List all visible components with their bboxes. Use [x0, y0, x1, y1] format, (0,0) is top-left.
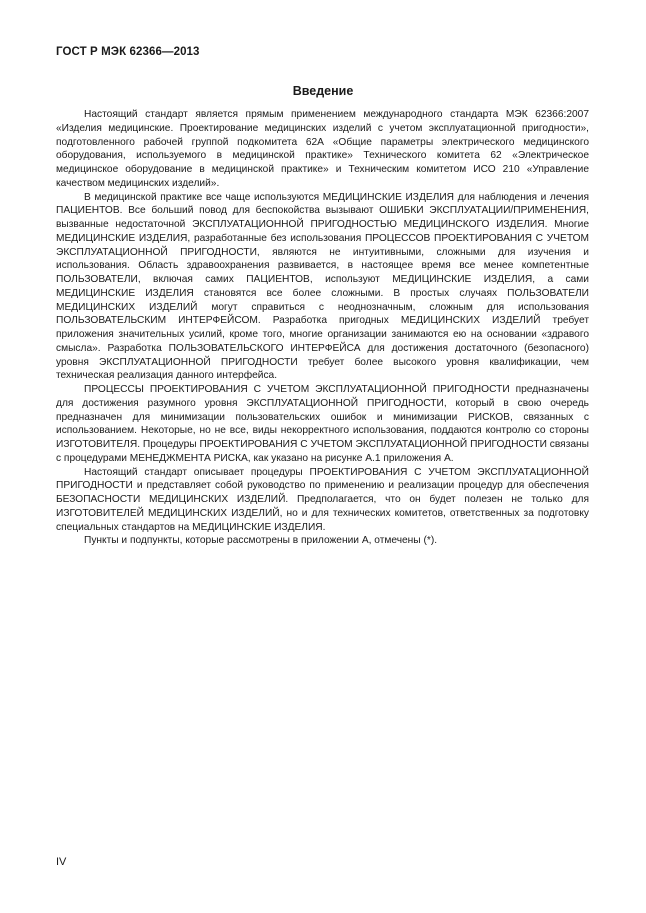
page-number: IV [56, 856, 67, 868]
paragraph: Настоящий стандарт описывает процедуры ПРОЕКТИРОВАНИЯ С УЧЕТОМ ЭКСПЛУАТАЦИОННОЙ ПРИГОДНОСТИ и представляет собой руководство по применению и реализации процедур для обеспечения БЕЗОПАСНОСТИ МЕДИЦИНСКИХ ИЗДЕЛИЙ. Предполагается, что он будет полезен не только для ИЗГОТОВИТЕЛЕЙ МЕДИЦИНСКИХ ИЗДЕЛИЙ, но и для технических комитетов, ответственных за подготовку специальных стандартов на МЕДИЦИНСКИЕ ИЗДЕЛИЯ. [56, 466, 589, 533]
paragraph: В медицинской практике все чаще используются МЕДИЦИНСКИЕ ИЗДЕЛИЯ для наблюдения и лечения ПАЦИЕНТОВ. Все больший повод для беспокойства вызывают ОШИБКИ ЭКСПЛУАТАЦИИ/ПРИМЕНЕНИЯ, вызванные недостаточной ЭКСПЛУАТАЦИОННОЙ ПРИГОДНОСТЬЮ МЕДИЦИНСКОГО ИЗДЕЛИЯ. Многие МЕДИЦИНСКИЕ ИЗДЕЛИЯ, разработанные без использования ПРОЦЕССОВ ПРОЕКТИРОВАНИЯ С УЧЕТОМ ЭКСПЛУАТАЦИОННОЙ ПРИГОДНОСТИ, являются не интуитивными, сложными для изучения и использования. Область здравоохранения развивается, в настоящее время все менее компетентные ПОЛЬЗОВАТЕЛИ, включая самих ПАЦИЕНТОВ, используют МЕДИЦИНСКИЕ ИЗДЕЛИЯ, а сами МЕДИЦИНСКИЕ ИЗДЕЛИЯ становятся все более сложными. В простых случаях ПОЛЬЗОВАТЕЛИ МЕДИЦИНСКИХ ИЗДЕЛИЙ могут справиться с неоднозначным, сложным для использования ПОЛЬЗОВАТЕЛЬСКИМ ИНТЕРФЕЙСОМ. Разработка пригодных МЕДИЦИНСКИХ ИЗДЕЛИЙ требует приложения значительных усилий, кроме того, многие организации занимаются ею на основании «здравого смысла». Разработка ПОЛЬЗОВАТЕЛЬСКОГО ИНТЕРФЕЙСА для достижения достаточного (безопасного) уровня ЭКСПЛУАТАЦИОННОЙ ПРИГОДНОСТИ требует более высокого уровня квалификации, чем техническая реализация данного интерфейса. [56, 191, 589, 382]
document-body [56, 108, 589, 548]
paragraph: Настоящий стандарт является прямым применением международного стандарта МЭК 62366:2007 «Изделия медицинские. Проектирование медицинских изделий с учетом эксплуатационной пригодности», подготовленного рабочей группой подкомитета 62А «Общие параметры электрического медицинского оборудования, используемого в медицинской практике» Технического комитета 62 «Электрическое медицинское оборудование в медицинской практике» и Техническим комитетом ИСО 210 «Управление качеством медицинских изделий». [56, 109, 589, 189]
paragraph: ПРОЦЕССЫ ПРОЕКТИРОВАНИЯ С УЧЕТОМ ЭКСПЛУАТАЦИОННОЙ ПРИГОДНОСТИ предназначены для достижения разумного уровня ЭКСПЛУАТАЦИОННОЙ ПРИГОДНОСТИ, который в свою очередь предназначен для минимизации пользовательских ошибок и минимизации РИСКОВ, связанных с использованием. Некоторые, но не все, виды некорректного использования, поддаются контролю со стороны ИЗГОТОВИТЕЛЯ. Процедуры ПРОЕКТИРОВАНИЯ С УЧЕТОМ ЭКСПЛУАТАЦИОННОЙ ПРИГОДНОСТИ связаны с процедурами МЕНЕДЖМЕНТА РИСКА, как указано на рисунке А.1 приложения А. [56, 384, 589, 464]
paragraph: Пункты и подпункты, которые рассмотрены в приложении А, отмечены (*). [84, 535, 438, 547]
section-title: Введение [292, 84, 354, 98]
document-header: ГОСТ Р МЭК 62366—2013 [56, 46, 200, 58]
